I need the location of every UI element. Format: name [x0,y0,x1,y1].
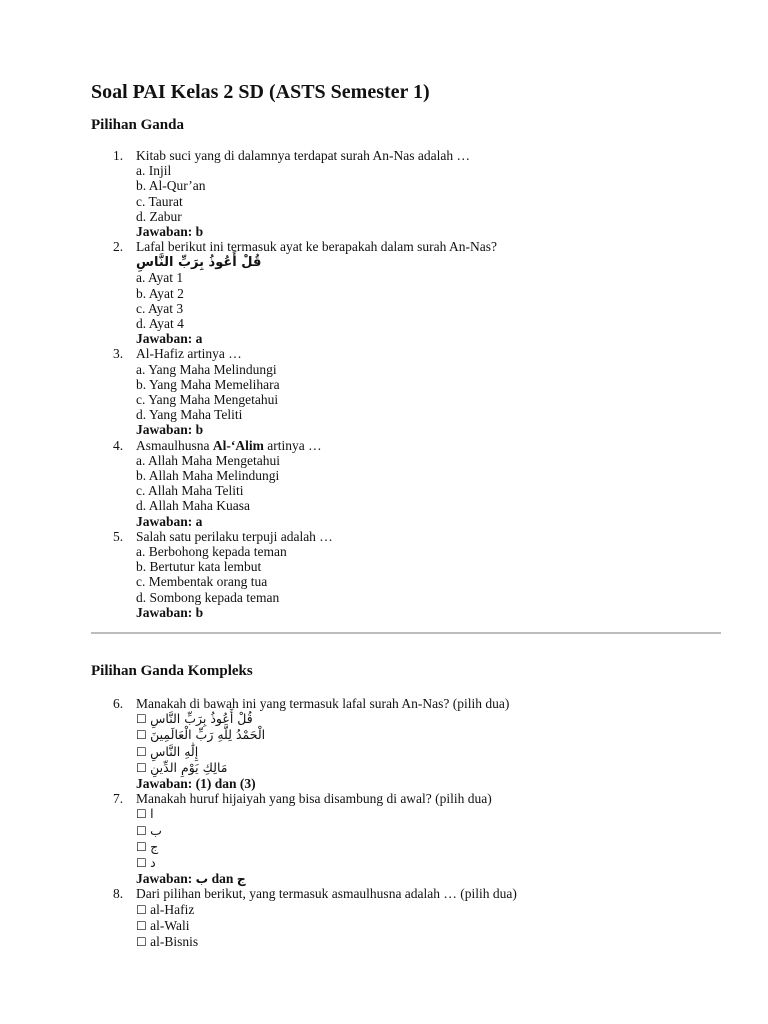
checkbox-option-2[interactable] [136,727,721,743]
question-1 [91,148,721,239]
question-number: 5. [113,528,124,544]
question-text-before: Asmaulhusna [136,437,213,453]
question-number: 2. [113,239,124,255]
option-label: al-Wali [150,917,190,933]
answer-key: Jawaban: a [136,513,203,529]
question-list-pilihan-ganda [91,148,721,620]
option-label: al-Bisnis [150,934,199,950]
checkbox-option-3[interactable] [136,744,721,760]
option-label: مَالِكِ يَوْمِ الدِّينِ [150,759,228,775]
option-d: d. Yang Maha Teliti [136,407,243,423]
answer-key: Jawaban: a [136,331,203,347]
arabic-verse: قُلْ أَعُوذُ بِرَبِّ النَّاسِ [136,255,262,271]
question-list-pilihan-ganda-kompleks [91,696,721,950]
option-a: a. Berbohong kepada teman [136,544,287,560]
checkbox-option-1[interactable] [136,902,721,918]
question-2 [91,239,721,346]
question-number: 1. [113,148,124,163]
option-c: c. Ayat 3 [136,300,184,316]
answer-letter-1: ب [195,871,209,887]
question-text: Manakah di bawah ini yang termasuk lafal surah An-Nas? (pilih dua) [136,696,510,711]
checkbox-icon[interactable]: ☐ [136,839,147,854]
checkbox-icon[interactable]: ☐ [136,918,147,933]
section-divider [91,632,721,634]
option-label: الْحَمْدُ لِلَّهِ رَبِّ الْعَالَمِينَ [150,727,266,743]
option-b: b. Bertutur kata lembut [136,559,262,575]
question-text: Lafal berikut ini termasuk ayat ke berapakah dalam surah An-Nas? [136,239,497,255]
option-b: b. Yang Maha Memelihara [136,376,280,392]
option-label: د [150,855,156,871]
question-5 [91,529,721,620]
checkbox-option-3[interactable] [136,839,721,855]
option-label: إِلَٰهِ النَّاسِ [150,743,199,759]
answer-key: Jawaban: b [136,422,204,438]
answer-key: Jawaban: (1) dan (3) [136,776,256,792]
checkbox-option-2[interactable] [136,823,721,839]
option-c: c. Membentak orang tua [136,574,268,590]
section-heading-pilihan-ganda: Pilihan Ganda [91,117,184,133]
option-label: ب [150,822,162,838]
option-b: b. Al-Qur’an [136,178,206,194]
checkbox-icon[interactable]: ☐ [136,902,147,917]
checkbox-icon[interactable]: ☐ [136,712,147,727]
checkbox-option-3[interactable] [136,934,721,950]
page-title: Soal PAI Kelas 2 SD (ASTS Semester 1) [91,81,430,103]
option-label: al-Hafiz [150,901,195,917]
checkbox-icon[interactable]: ☐ [136,728,147,743]
question-number: 8. [113,886,124,902]
checkbox-option-2[interactable] [136,918,721,934]
answer-key [136,871,721,886]
document-page [91,80,721,620]
option-c: c. Yang Maha Mengetahui [136,392,279,408]
question-number: 6. [113,696,124,711]
question-text: Kitab suci yang di dalamnya terdapat surah An-Nas adalah … [136,148,471,163]
question-7 [91,791,721,886]
section-pilihan-ganda-kompleks [91,662,721,950]
option-label: ا [150,806,154,822]
option-d: d. Zabur [136,208,182,224]
checkbox-option-1[interactable] [136,806,721,822]
question-4 [91,438,721,529]
checkbox-icon[interactable]: ☐ [136,744,147,759]
answer-key: Jawaban: b [136,604,204,620]
section-heading-pilihan-ganda-kompleks: Pilihan Ganda Kompleks [91,663,253,679]
option-b: b. Allah Maha Melindungi [136,468,280,484]
option-c: c. Allah Maha Teliti [136,483,244,499]
option-d: d. Sombong kepada teman [136,589,280,605]
checkbox-icon[interactable]: ☐ [136,760,147,775]
option-c: c. Taurat [136,193,183,209]
option-d: d. Ayat 4 [136,316,184,332]
question-text: Dari pilihan berikut, yang termasuk asmaulhusna adalah … (pilih dua) [136,886,517,902]
option-a: a. Yang Maha Melindungi [136,361,277,377]
option-a: a. Ayat 1 [136,270,184,286]
option-a: a. Allah Maha Mengetahui [136,452,280,468]
checkbox-icon[interactable]: ☐ [136,807,147,822]
question-8 [91,886,721,950]
checkbox-option-4[interactable] [136,760,721,776]
checkbox-option-4[interactable] [136,855,721,871]
option-a: a. Injil [136,163,172,179]
option-b: b. Ayat 2 [136,285,184,301]
checkbox-icon[interactable]: ☐ [136,935,147,950]
option-label: قُلْ أَعُوذُ بِرَبِّ النَّاسِ [150,711,253,727]
checkbox-icon[interactable]: ☐ [136,823,147,838]
question-text: Al-Hafiz artinya … [136,346,242,362]
answer-key: Jawaban: b [136,224,204,240]
question-3 [91,346,721,437]
question-text-after: artinya … [263,437,322,453]
question-text [136,438,721,453]
question-number: 7. [113,791,124,807]
answer-letter-2: ج [236,871,246,887]
option-d: d. Allah Maha Kuasa [136,498,250,514]
question-6 [91,696,721,791]
answer-middle: dan [208,871,237,887]
question-text-bold-term: Al-‘Alim [212,437,264,453]
question-number: 4. [113,437,124,453]
option-label: ج [150,838,159,854]
question-number: 3. [113,346,124,362]
checkbox-icon[interactable]: ☐ [136,856,147,871]
checkbox-option-1[interactable] [136,711,721,727]
answer-prefix: Jawaban: [136,871,196,887]
question-text: Manakah huruf hijaiyah yang bisa disambung di awal? (pilih dua) [136,791,492,807]
question-text: Salah satu perilaku terpuji adalah … [136,528,333,544]
